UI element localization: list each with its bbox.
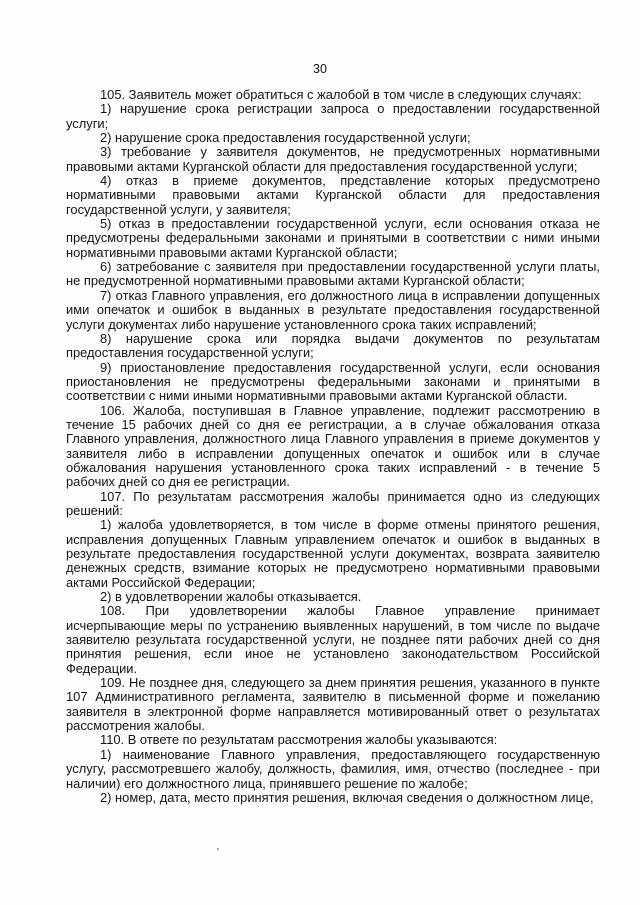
paragraph-109: 109. Не позднее дня, следующего за днем принятия решения, указанного в пункте 107 Административного регламента, заявителю в письменной форме и пожеланию заявителя в электронной форме направляется мотивированный ответ о результатах рассмотрения жалобы. (66, 675, 600, 734)
paragraph-105-item-9: 9) приостановление предоставления государственной услуги, если основания приостановления не предусмотрены федеральными законами и принятыми в соответствии с ними иными нормативными правовыми актами Курганской области. (66, 359, 600, 404)
paragraph-105-item-6: 6) затребование с заявителя при предоставлении государственной услуги платы, не предусмотренной нормативными правовыми актами Курганской области; (66, 259, 600, 289)
paragraph-105-item-4: 4) отказ в приеме документов, представление которых предусмотрено нормативными правовыми актами Курганской области для предоставления государственной услуги, у заявителя; (66, 173, 600, 217)
paragraph-110-item-2: 2) номер, дата, место принятия решения, включая сведения о должностном лице, (100, 789, 594, 805)
paragraph-107-item-2: 2) в удовлетворении жалобы отказывается. (100, 589, 362, 605)
paragraph-105-item-3: 3) требование у заявителя документов, не предусмотренных нормативными правовыми актами Курганской области для предоставления государственной услуги; (66, 144, 600, 174)
paragraph-105-item-2: 2) нарушение срока предоставления государственной услуги; (100, 130, 471, 146)
paragraph-105-item-7: 7) отказ Главного управления, его должностного лица в исправлении допущенных ими опечаток и ошибок в выданных в результате предоставления государственной услуги документах либо нарушение установленного срока таких исправлений; (66, 287, 600, 332)
paragraph-105-item-5: 5) отказ в предоставлении государственной услуги, если основания отказа не предусмотрены федеральными законами и принятыми в соответствии с ними иными нормативными правовыми актами Курганской области; (66, 216, 600, 260)
paragraph-105-item-1: 1) нарушение срока регистрации запроса о предоставлении государственной услуги; (66, 101, 600, 131)
paragraph-108: 108. При удовлетворении жалобы Главное управление принимает исчерпывающие меры по устранению выявленных нарушений, в том числе по выдаче заявителю результата государственной услуги, не позднее пяти рабочих дней со дня принятия решения, если иное не установлено законодательством Российской Федерации. (66, 603, 600, 676)
paragraph-110: 110. В ответе по результатам рассмотрения жалобы указываются: (100, 732, 498, 748)
paragraph-105-item-8: 8) нарушение срока или порядка выдачи документов по результатам предоставления государственной услуги; (66, 330, 600, 361)
paragraph-105: 105. Заявитель может обратиться с жалобой в том числе в следующих случаях: (100, 87, 582, 102)
paragraph-110-item-1: 1) наименование Главного управления, предоставляющего государственную услугу, рассмотревшего жалобу, должность, фамилия, имя, отчество (последнее - при наличии) его должностного лица, принявшего решение по жалобе; (66, 746, 600, 791)
document-body (66, 88, 600, 805)
page-number: 30 (313, 62, 327, 76)
paragraph-106: 106. Жалоба, поступившая в Главное управление, подлежит рассмотрению в течение 15 рабочих дней со дня ее регистрации, а в случае обжалования отказа Главного управления, должностного лица Главного управления в приеме документов у заявителя либо в исправлении допущенных опечаток и ошибок или в случае обжалования нарушения установленного срока таких исправлений - в течение 5 рабочих дней со дня ее регистрации. (66, 402, 600, 490)
paragraph-107: 107. По результатам рассмотрения жалобы принимается одно из следующих решений: (66, 488, 600, 518)
scan-speck (217, 848, 219, 850)
paragraph-107-item-1: 1) жалоба удовлетворяется, в том числе в форме отмены принятого решения, исправления допущенных Главным управлением опечаток и ошибок в выданных в результате предоставления государственной услуги документах, возврата заявителю денежных средств, взимание которых не предусмотрено нормативными правовыми актами Российской Федерации; (66, 517, 600, 590)
